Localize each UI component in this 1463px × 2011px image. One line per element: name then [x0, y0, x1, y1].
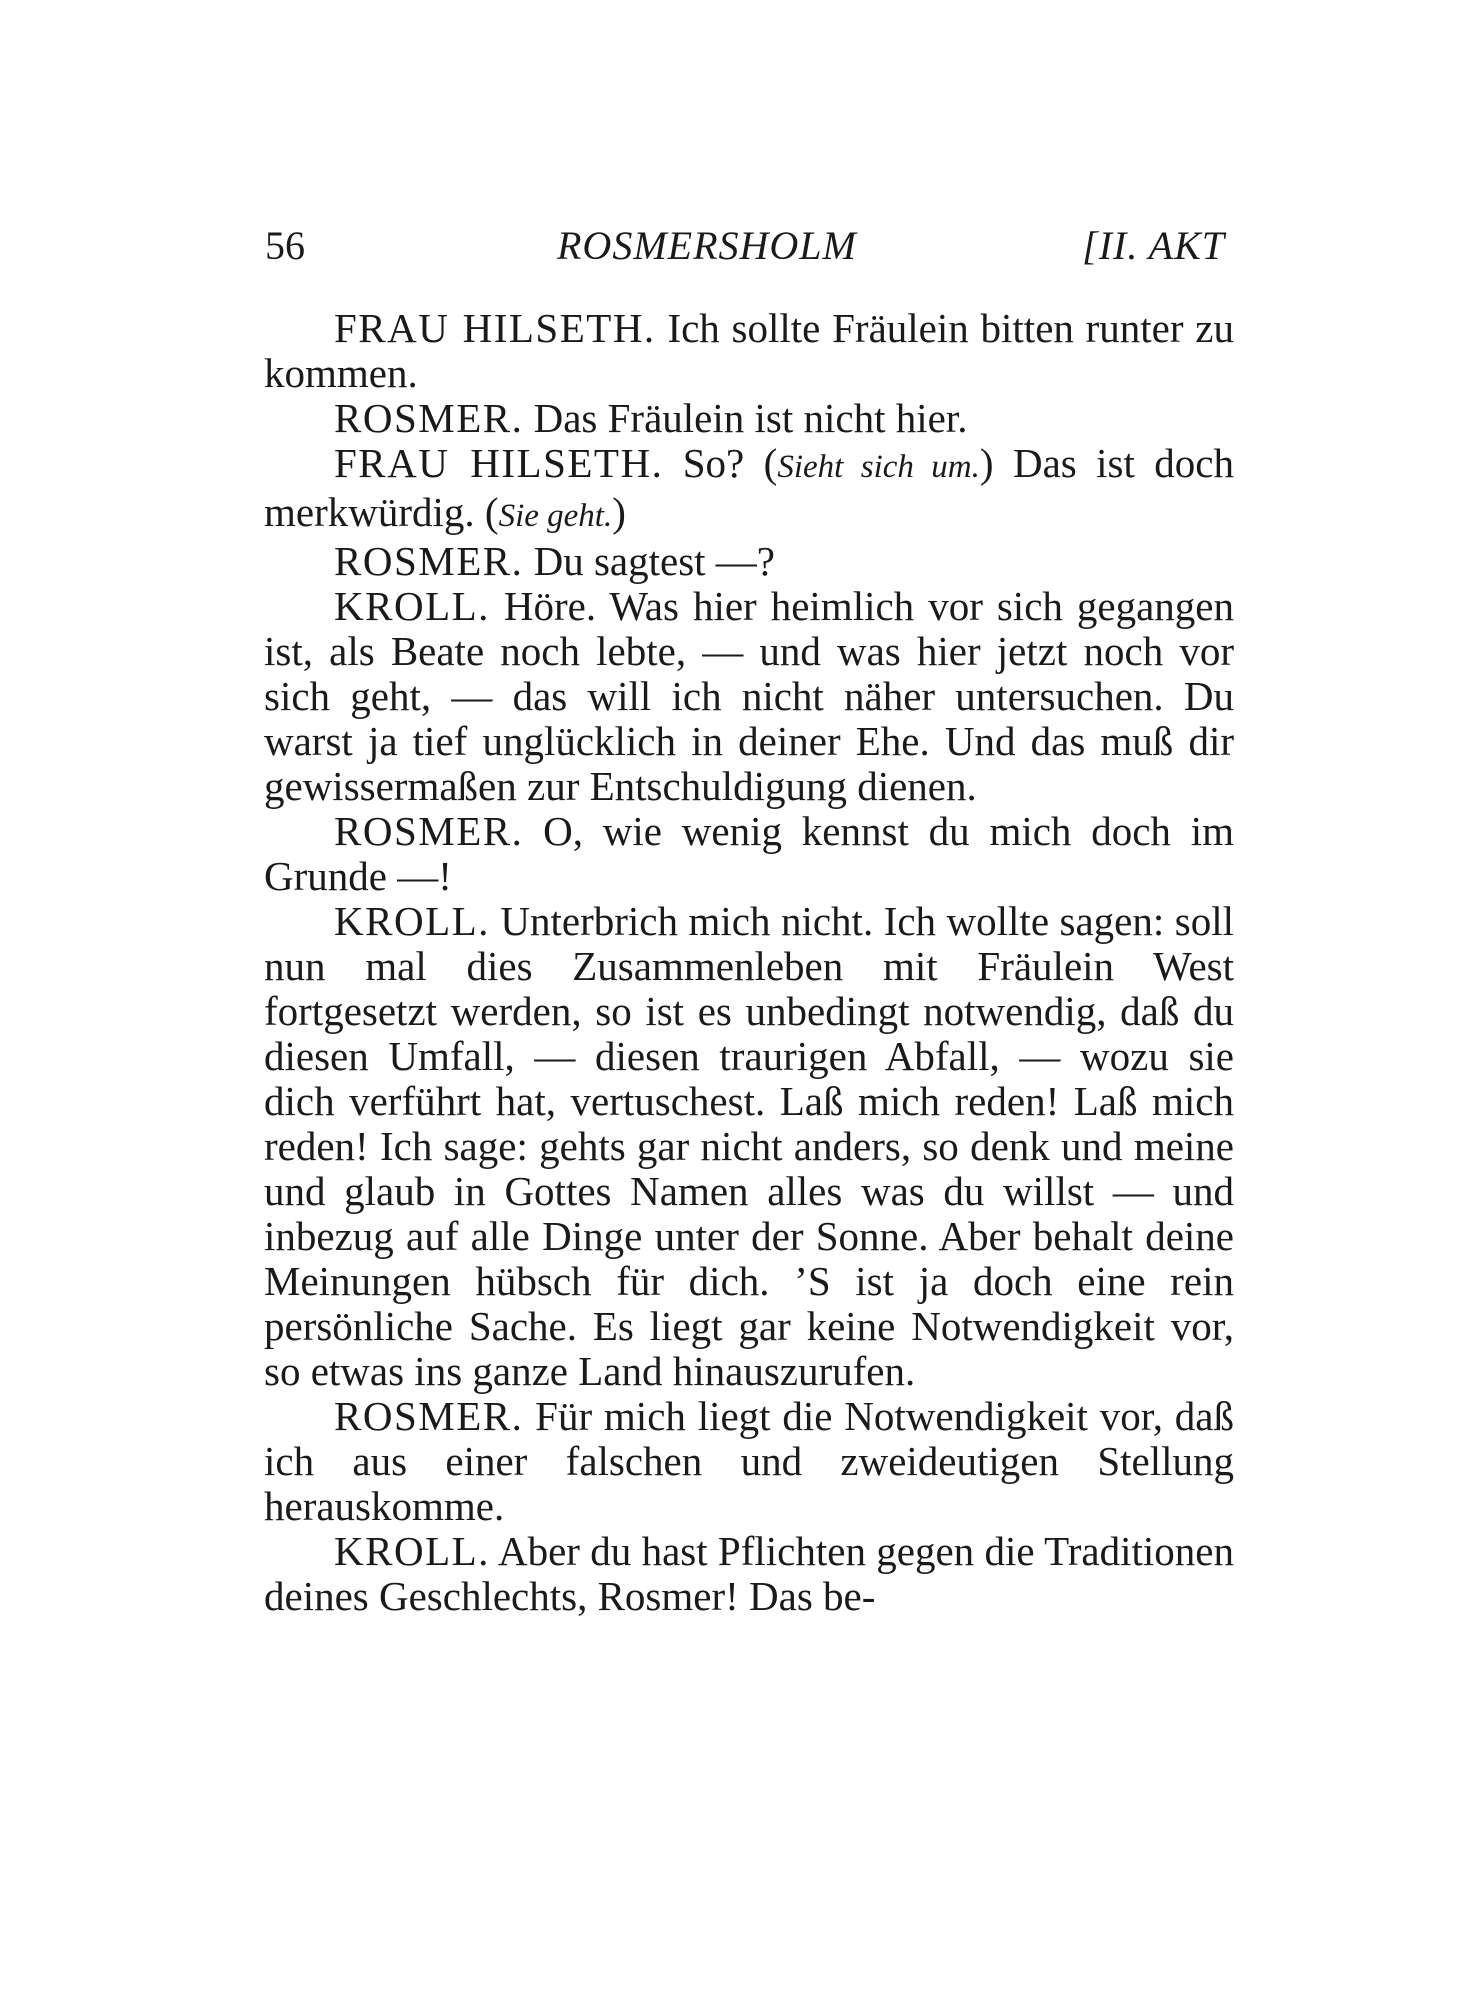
dialogue-paragraph [264, 1394, 1234, 1529]
speech-text: O, wie wenig kennst du mich doch im Grunde —! [264, 808, 1234, 899]
stage-direction: Sieht sich um. [777, 449, 980, 485]
speech-text: Aber du hast Pflichten gegen die Traditionen deines Geschlechts, Rosmer! Das be- [264, 1528, 1234, 1619]
speech-text: ) Das ist doch merkwürdig. ( [264, 440, 1234, 535]
speech-text: Höre. Was hier heimlich vor sich gegangen ist, als Beate noch lebte, — und was hier jetzt noch vor sich geht, — das will ich nicht näher untersuchen. Du warst ja tief unglücklich in deiner Ehe. Und das muß dir gewissermaßen zur Entschuldigung dienen. [264, 583, 1234, 809]
speech-text: Für mich liegt die Notwendigkeit vor, daß ich aus einer falschen und zweideutigen Stellung herauskomme. [264, 1393, 1234, 1529]
dialogue-paragraph [264, 584, 1234, 809]
speech-text: Ich sollte Fräulein bitten runter zu kommen. [264, 305, 1234, 396]
speaker-name: ROSMER. [334, 808, 524, 854]
speaker-name: FRAU HILSETH. [334, 440, 664, 486]
dialogue-paragraph [264, 809, 1234, 899]
running-title: ROSMERSHOLM [557, 223, 857, 268]
speech-text: Unterbrich mich nicht. Ich wollte sagen: soll nun mal dies Zusammenleben mit Fräulein West fortgesetzt werden, so ist es unbedingt notwendig, daß du diesen Umfall, — diesen traurigen Abfall, — wozu sie dich verführt hat, vertuschest. Laß mich reden! Laß mich reden! Ich sage: gehts gar nicht anders, so denk und meine und glaub in Gottes Namen alles was du willst — und inbezug auf alle Dinge unter der Sonne. Aber behalt deine Meinungen hübsch für dich. ’S ist ja doch eine rein persönliche Sache. Es liegt gar keine Notwendigkeit vor, so etwas ins ganze Land hinauszurufen. [264, 898, 1234, 1394]
speaker-name: ROSMER. [334, 538, 524, 584]
dialogue-paragraph [264, 539, 1234, 584]
speaker-name: ROSMER. [334, 1393, 524, 1439]
dialogue-paragraph [264, 441, 1234, 539]
speaker-name: KROLL. [334, 583, 490, 629]
speech-text: Das Fräulein ist nicht hier. [523, 395, 968, 441]
stage-direction: Sie geht. [498, 498, 613, 534]
speaker-name: FRAU HILSETH. [334, 305, 656, 351]
speaker-name: KROLL. [334, 898, 490, 944]
speaker-name: ROSMER. [334, 395, 524, 441]
dialogue-text [264, 306, 1234, 1619]
speech-text: So? ( [663, 440, 778, 486]
act-label: [II. AKT [1082, 223, 1225, 268]
speech-text: Du sagtest —? [523, 538, 776, 584]
page-number: 56 [265, 223, 305, 268]
speaker-name: KROLL. [334, 1528, 490, 1574]
dialogue-paragraph [264, 396, 1234, 441]
dialogue-paragraph [264, 306, 1234, 396]
speech-text: ) [612, 489, 626, 535]
page-header [265, 218, 1225, 274]
dialogue-paragraph [264, 1529, 1234, 1619]
dialogue-paragraph [264, 899, 1234, 1394]
